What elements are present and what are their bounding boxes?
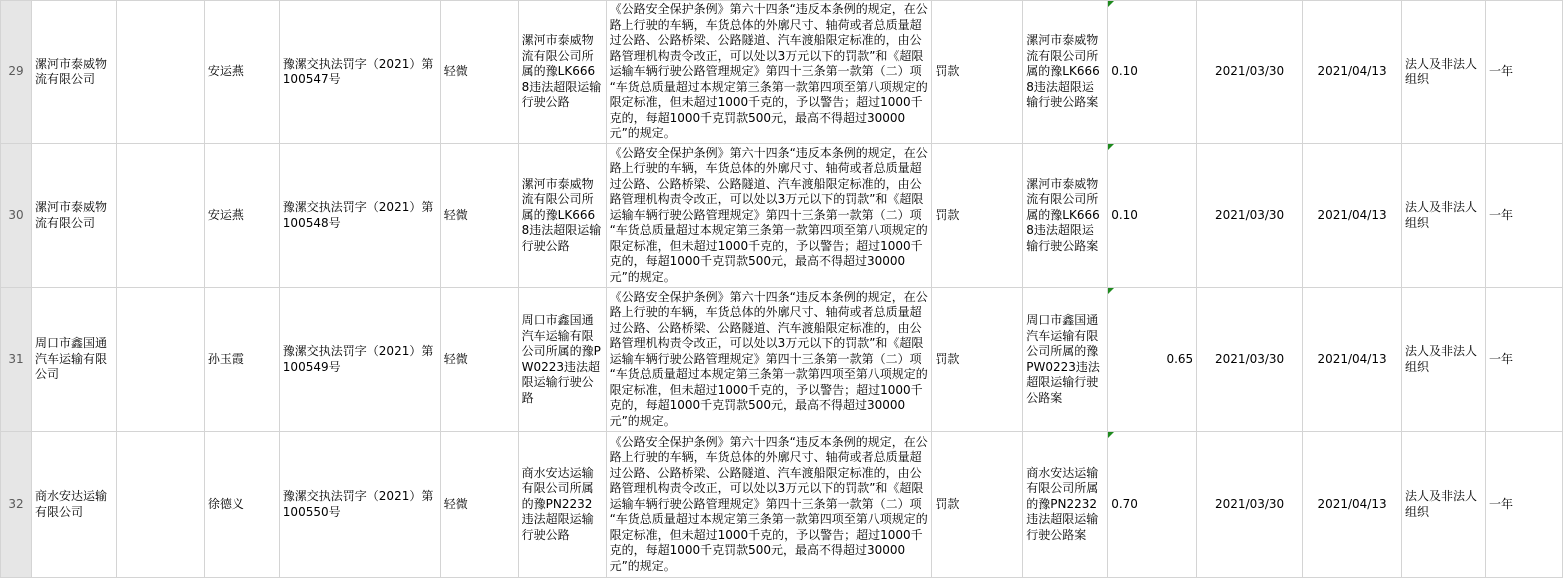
cell-document-number-text: 豫漯交执法罚字（2021）第100547号 bbox=[282, 56, 434, 86]
row-header-text: 31 bbox=[8, 351, 24, 366]
cell-penalty-type[interactable] bbox=[932, 288, 1023, 432]
cell-fine-amount[interactable] bbox=[1108, 144, 1197, 288]
cell-fine-amount-text: 0.10 bbox=[1111, 207, 1138, 222]
cell-decision-date-text: 2021/03/30 bbox=[1215, 351, 1285, 366]
cell-decision-date[interactable] bbox=[1197, 1, 1303, 144]
cell-severity[interactable] bbox=[440, 432, 518, 578]
cell-fine-amount-text: 0.70 bbox=[1111, 496, 1138, 511]
cell-violation-fact[interactable] bbox=[518, 288, 606, 432]
cell-publicity-period[interactable] bbox=[1485, 1, 1562, 144]
row-header[interactable] bbox=[1, 288, 32, 432]
cell-legal-representative-text: 安运燕 bbox=[207, 207, 244, 222]
cell-publicity-period-text: 一年 bbox=[1488, 64, 1513, 79]
cell-legal-basis-text: 《公路安全保护条例》第六十四条“违反本条例的规定，在公路上行驶的车辆，车货总体的外廓尺寸、轴荷或者总质量超过公路、公路桥梁、公路隧道、汽车渡船限定标准的，由公路管理机构责令改正，可以处以3万元以下的罚款”和《超限运输车辆行驶公路管理规定》第四十三条第一款第（二）项 “车货总质量超过本规定第三条第一款第四项至第八项规定的限定标准，但未超过1000千克的，予以警告；超过1000千克的，每超1000千克罚款500元，最高不得超过30000元”的规定。 bbox=[609, 145, 928, 284]
cell-entity-type-text: 法人及非法人组织 bbox=[1405, 56, 1478, 86]
cell-entity-type[interactable] bbox=[1402, 144, 1486, 288]
cell-decision-date-text: 2021/03/30 bbox=[1215, 64, 1285, 79]
cell-publicity-period[interactable] bbox=[1485, 432, 1562, 578]
cell-penalty-type-text: 罚款 bbox=[935, 64, 960, 79]
cell-legal-basis-text: 《公路安全保护条例》第六十四条“违反本条例的规定，在公路上行驶的车辆，车货总体的外廓尺寸、轴荷或者总质量超过公路、公路桥梁、公路隧道、汽车渡船限定标准的，由公路管理机构责令改正，可以处以3万元以下的罚款”和《超限运输车辆行驶公路管理规定》第四十三条第一款第（二）项 “车货总质量超过本规定第三条第一款第四项至第八项规定的限定标准，但未超过1000千克的，予以警告；超过1000千克的，每超1000千克罚款500元，最高不得超过30000元”的规定。 bbox=[609, 2, 928, 141]
cell-severity[interactable] bbox=[440, 1, 518, 144]
cell-legal-basis[interactable] bbox=[606, 1, 932, 144]
cell-violation-fact[interactable] bbox=[518, 432, 606, 578]
cell-publicity-period[interactable] bbox=[1485, 144, 1562, 288]
cell-penalty-type-text: 罚款 bbox=[935, 351, 960, 366]
cell-case-name[interactable] bbox=[1023, 432, 1108, 578]
cell-legal-representative[interactable] bbox=[204, 288, 279, 432]
cell-publicity-date[interactable] bbox=[1303, 288, 1402, 432]
cell-document-number-text: 豫漯交执法罚字（2021）第100548号 bbox=[282, 200, 434, 230]
cell-legal-representative-text: 孙玉霞 bbox=[207, 351, 244, 366]
cell-decision-date[interactable] bbox=[1197, 288, 1303, 432]
cell-party-name-text: 周口市鑫国通汽车运输有限公司 bbox=[34, 336, 107, 382]
row-header[interactable] bbox=[1, 1, 32, 144]
cell-legal-basis[interactable] bbox=[606, 432, 932, 578]
cell-case-name[interactable] bbox=[1023, 288, 1108, 432]
cell-severity-text: 轻微 bbox=[443, 64, 468, 79]
cell-empty[interactable] bbox=[116, 144, 204, 288]
cell-penalty-type[interactable] bbox=[932, 432, 1023, 578]
cell-document-number-text: 豫漯交执法罚字（2021）第100550号 bbox=[282, 489, 434, 519]
cell-legal-basis-text: 《公路安全保护条例》第六十四条“违反本条例的规定，在公路上行驶的车辆，车货总体的外廓尺寸、轴荷或者总质量超过公路、公路桥梁、公路隧道、汽车渡船限定标准的，由公路管理机构责令改正，可以处以3万元以下的罚款”和《超限运输车辆行驶公路管理规定》第四十三条第一款第（二）项 “车货总质量超过本规定第三条第一款第四项至第八项规定的限定标准，但未超过1000千克的，予以警告；超过1000千克的，每超1000千克罚款500元，最高不得超过30000元”的规定。 bbox=[609, 434, 928, 573]
cell-fine-amount[interactable] bbox=[1108, 432, 1197, 578]
cell-violation-fact-text: 商水安达运输有限公司所属的豫PN2232违法超限运输行驶公路 bbox=[521, 465, 594, 542]
cell-severity-text: 轻微 bbox=[443, 207, 468, 222]
cell-decision-date-text: 2021/03/30 bbox=[1215, 496, 1285, 511]
cell-violation-fact-text: 周口市鑫国通汽车运输有限公司所属的豫PW0223违法超限运输行驶公路 bbox=[521, 313, 601, 405]
comment-marker-icon bbox=[1108, 1, 1114, 7]
cell-legal-basis[interactable] bbox=[606, 144, 932, 288]
cell-entity-type[interactable] bbox=[1402, 432, 1486, 578]
cell-legal-basis-text: 《公路安全保护条例》第六十四条“违反本条例的规定，在公路上行驶的车辆，车货总体的外廓尺寸、轴荷或者总质量超过公路、公路桥梁、公路隧道、汽车渡船限定标准的，由公路管理机构责令改正，可以处以3万元以下的罚款”和《超限运输车辆行驶公路管理规定》第四十三条第一款第（二）项 “车货总质量超过本规定第三条第一款第四项至第八项规定的限定标准，但未超过1000千克的，予以警告；超过1000千克的，每超1000千克罚款500元，最高不得超过30000元”的规定。 bbox=[609, 289, 928, 428]
cell-decision-date[interactable] bbox=[1197, 144, 1303, 288]
cell-publicity-period-text: 一年 bbox=[1488, 351, 1513, 366]
cell-legal-representative[interactable] bbox=[204, 432, 279, 578]
cell-legal-representative[interactable] bbox=[204, 144, 279, 288]
cell-publicity-period-text: 一年 bbox=[1488, 207, 1513, 222]
cell-penalty-type[interactable] bbox=[932, 1, 1023, 144]
cell-fine-amount[interactable] bbox=[1108, 1, 1197, 144]
cell-violation-fact[interactable] bbox=[518, 144, 606, 288]
cell-document-number[interactable] bbox=[279, 144, 440, 288]
table-row[interactable] bbox=[1, 288, 1563, 432]
comment-marker-icon bbox=[1108, 144, 1114, 150]
cell-empty[interactable] bbox=[116, 432, 204, 578]
cell-legal-basis[interactable] bbox=[606, 288, 932, 432]
cell-violation-fact[interactable] bbox=[518, 1, 606, 144]
cell-party-name[interactable] bbox=[31, 144, 116, 288]
cell-publicity-date-text: 2021/04/13 bbox=[1317, 207, 1387, 222]
cell-entity-type-text: 法人及非法人组织 bbox=[1405, 200, 1478, 230]
cell-severity[interactable] bbox=[440, 288, 518, 432]
cell-case-name[interactable] bbox=[1023, 144, 1108, 288]
cell-party-name-text: 商水安达运输有限公司 bbox=[34, 489, 107, 519]
cell-publicity-date[interactable] bbox=[1303, 144, 1402, 288]
cell-document-number-text: 豫漯交执法罚字（2021）第100549号 bbox=[282, 344, 434, 374]
cell-case-name-text: 周口市鑫国通汽车运输有限公司所属的豫PW0223违法超限运输行驶公路案 bbox=[1026, 313, 1100, 405]
cell-severity-text: 轻微 bbox=[443, 351, 468, 366]
table-row[interactable] bbox=[1, 1, 1563, 144]
cell-legal-representative-text: 安运燕 bbox=[207, 64, 244, 79]
row-header[interactable] bbox=[1, 432, 32, 578]
cell-penalty-type[interactable] bbox=[932, 144, 1023, 288]
cell-party-name[interactable] bbox=[31, 1, 116, 144]
cell-violation-fact-text: 漯河市泰威物流有限公司所属的豫LK6668违法超限运输行驶公路 bbox=[521, 176, 602, 253]
cell-legal-representative-text: 徐德义 bbox=[207, 496, 244, 511]
cell-party-name-text: 漯河市泰威物流有限公司 bbox=[34, 56, 107, 86]
cell-publicity-date-text: 2021/04/13 bbox=[1317, 351, 1387, 366]
table-row[interactable] bbox=[1, 144, 1563, 288]
cell-publicity-period-text: 一年 bbox=[1488, 496, 1513, 511]
cell-legal-representative[interactable] bbox=[204, 1, 279, 144]
row-header-text: 30 bbox=[8, 207, 24, 222]
comment-marker-icon bbox=[1108, 432, 1114, 438]
row-header-text: 29 bbox=[8, 64, 24, 79]
cell-case-name-text: 漯河市泰威物流有限公司所属的豫LK6668违法超限运输行驶公路案 bbox=[1026, 176, 1100, 253]
cell-entity-type[interactable] bbox=[1402, 288, 1486, 432]
cell-publicity-date-text: 2021/04/13 bbox=[1317, 64, 1387, 79]
cell-publicity-date[interactable] bbox=[1303, 432, 1402, 578]
cell-document-number[interactable] bbox=[279, 288, 440, 432]
cell-severity-text: 轻微 bbox=[443, 496, 468, 511]
cell-case-name[interactable] bbox=[1023, 1, 1108, 144]
cell-publicity-period[interactable] bbox=[1485, 288, 1562, 432]
row-header-text: 32 bbox=[8, 496, 24, 511]
cell-penalty-type-text: 罚款 bbox=[935, 496, 960, 511]
cell-document-number[interactable] bbox=[279, 1, 440, 144]
cell-party-name-text: 漯河市泰威物流有限公司 bbox=[34, 200, 107, 230]
cell-penalty-type-text: 罚款 bbox=[935, 207, 960, 222]
table-row[interactable] bbox=[1, 432, 1563, 578]
cell-party-name[interactable] bbox=[31, 288, 116, 432]
cell-fine-amount-text: 0.65 bbox=[1166, 351, 1194, 366]
cell-severity[interactable] bbox=[440, 144, 518, 288]
cell-entity-type-text: 法人及非法人组织 bbox=[1405, 489, 1478, 519]
row-header[interactable] bbox=[1, 144, 32, 288]
cell-decision-date[interactable] bbox=[1197, 432, 1303, 578]
cell-fine-amount-text: 0.10 bbox=[1111, 64, 1138, 79]
cell-case-name-text: 漯河市泰威物流有限公司所属的豫LK6668违法超限运输行驶公路案 bbox=[1026, 33, 1100, 110]
cell-empty[interactable] bbox=[116, 288, 204, 432]
cell-entity-type[interactable] bbox=[1402, 1, 1486, 144]
cell-document-number[interactable] bbox=[279, 432, 440, 578]
cell-case-name-text: 商水安达运输有限公司所属的豫PN2232违法超限运输行驶公路案 bbox=[1026, 465, 1099, 542]
cell-party-name[interactable] bbox=[31, 432, 116, 578]
comment-marker-icon bbox=[1108, 288, 1114, 294]
cell-fine-amount[interactable] bbox=[1108, 288, 1197, 432]
cell-decision-date-text: 2021/03/30 bbox=[1215, 207, 1285, 222]
cell-publicity-date-text: 2021/04/13 bbox=[1317, 496, 1387, 511]
cell-publicity-date[interactable] bbox=[1303, 1, 1402, 144]
cell-empty[interactable] bbox=[116, 1, 204, 144]
cell-entity-type-text: 法人及非法人组织 bbox=[1405, 344, 1478, 374]
cell-violation-fact-text: 漯河市泰威物流有限公司所属的豫LK6668违法超限运输行驶公路 bbox=[521, 33, 602, 110]
